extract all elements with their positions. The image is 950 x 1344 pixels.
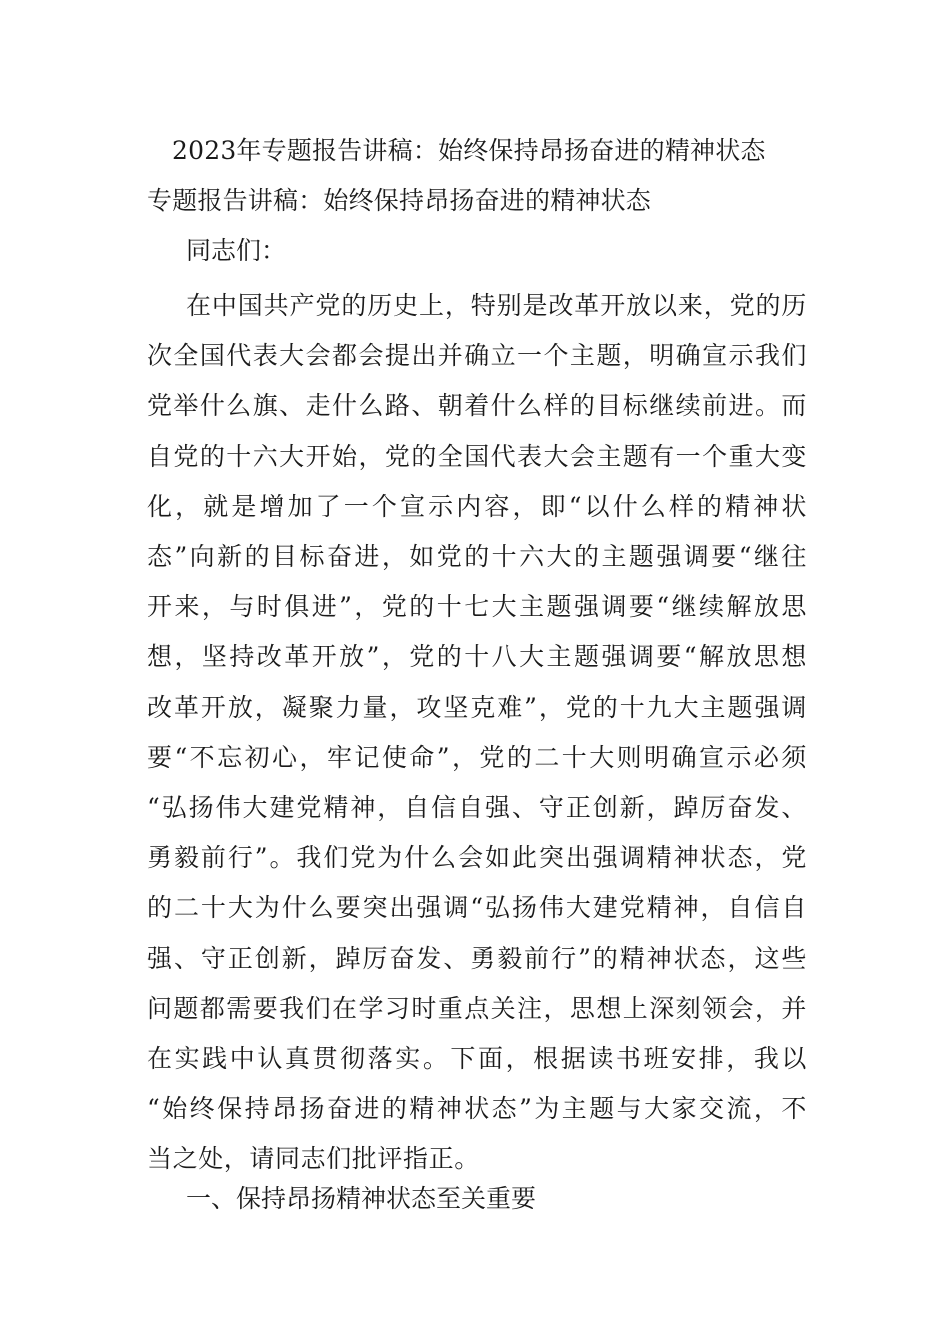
section-heading: 一、保持昂扬精神状态至关重要 [186,1184,537,1213]
paragraph-line: 化，就是增加了一个宣示内容，即“以什么样的精神状 [147,491,807,521]
paragraph-line: “始终保持昂扬奋进的精神状态”为主题与大家交流，不 [147,1094,807,1124]
paragraph-line: 要“不忘初心，牢记使命”，党的二十大则明确宣示必须 [147,742,807,772]
paragraph-line: 次全国代表大会都会提出并确立一个主题，明确宣示我们 [147,341,807,371]
paragraph-line: 改革开放，凝聚力量，攻坚克难”，党的十九大主题强调 [147,692,807,722]
paragraph-line: 自党的十六大开始，党的全国代表大会主题有一个重大变 [147,441,807,471]
paragraph-line: 想，坚持改革开放”，党的十八大主题强调要“解放思想 [147,642,807,672]
greeting: 同志们： [186,236,287,265]
paragraph-line: 勇毅前行”。我们党为什么会如此突出强调精神状态，党 [147,843,807,873]
paragraph-line: 态”向新的目标奋进，如党的十六大的主题强调要“继往 [147,542,807,572]
paragraph-line: 强、守正创新，踔厉奋发、勇毅前行”的精神状态，这些 [147,943,807,973]
paragraph-line: 当之处，请同志们批评指正。 [147,1144,480,1174]
paragraph-line: 党举什么旗、走什么路、朝着什么样的目标继续前进。而 [147,391,807,421]
paragraph-line: 开来，与时俱进”，党的十七大主题强调要“继续解放思 [147,592,807,622]
paragraph-line: 问题都需要我们在学习时重点关注，思想上深刻领会，并 [147,993,807,1023]
paragraph-line: 的二十大为什么要突出强调“弘扬伟大建党精神，自信自 [147,893,807,923]
document-title: 2023年专题报告讲稿：始终保持昂扬奋进的精神状态 [172,136,766,165]
paragraph-line: 在中国共产党的历史上，特别是改革开放以来，党的历 [186,291,807,320]
paragraph-line: “弘扬伟大建党精神，自信自强、守正创新，踔厉奋发、 [147,793,807,823]
paragraph-line: 在实践中认真贯彻落实。下面，根据读书班安排，我以 [147,1044,807,1074]
body-paragraph [147,281,807,1185]
document-subtitle: 专题报告讲稿：始终保持昂扬奋进的精神状态 [147,186,652,215]
